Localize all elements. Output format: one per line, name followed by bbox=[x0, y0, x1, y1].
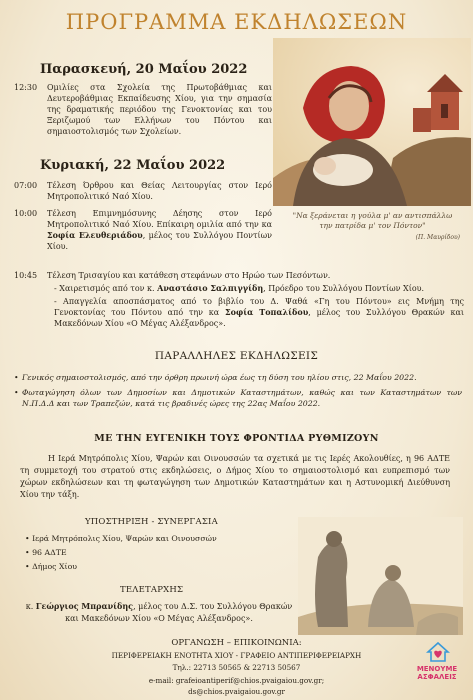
sunday-event-row bbox=[14, 208, 272, 254]
friday-heading: Παρασκευή, 20 Μαΐου 2022 bbox=[40, 62, 248, 77]
sub-item bbox=[14, 296, 464, 332]
quote-text: "Να ξεράνεται η γούλα μ' αν αντισπάλλω την πατρίδα μ' τον Πόντον" bbox=[292, 211, 453, 230]
event-text bbox=[47, 208, 272, 252]
pontus-painting bbox=[273, 38, 471, 206]
sub-item-text bbox=[54, 283, 464, 294]
master-text-part: κ. bbox=[25, 602, 36, 611]
event-text-part: Τέλεση Επιμνημόσυνης Δέησης στον Ιερό Μητροπολιτικό Ναό Χίου. Επίκαιρη ομιλία από την κα bbox=[47, 209, 272, 229]
event-text: Ομιλίες στα Σχολεία της Πρωτοβάθμιας και Δευτεροβάθμιας Εκπαίδευσης Χίου, για την σημασία της δραματικής περιόδου της Γενοκτονίας και του Ξεριζωμού των Ελλήνων του Πόντου και σημαιοστολισμός των Σχολείων. bbox=[47, 83, 272, 136]
event-time: 10:00 bbox=[14, 209, 38, 218]
bullet-icon: • bbox=[14, 388, 19, 397]
master-text bbox=[20, 600, 298, 626]
list-item-text: Γενικός σημαιοστολισμός, από την όρθρη πρωινή ώρα έως τη δύση του ηλίου στις, 22 Μαΐου 2022. bbox=[22, 373, 417, 382]
support-item: • 96 ΑΔΤΕ bbox=[25, 548, 67, 557]
list-item bbox=[14, 387, 464, 411]
painting-caption bbox=[285, 211, 460, 243]
house-heart-icon bbox=[426, 641, 450, 663]
master-heading: ΤΕΛΕΤΑΡΧΗΣ bbox=[120, 585, 184, 595]
list-item-text: Φωταγώγηση όλων των Δημοσίων και Δημοτικών Καταστημάτων, καθώς και των Καταστημάτων των Ν.Π.Δ.Δ και των Τραπεζών, κατά τις βραδινές ώρες της 22ας Μαΐου 2022. bbox=[22, 388, 462, 408]
sunday-event-row bbox=[14, 180, 272, 202]
quote-author: (Π. Μαυρίδου) bbox=[415, 234, 460, 241]
page-title: ΠΡΟΓΡΑΜΜΑ ΕΚΔΗΛΩΣΕΩΝ bbox=[65, 10, 408, 34]
footer-email-2: ds@chios.pvaigaiou.gov.gr bbox=[188, 687, 285, 696]
speaker-name: Σοφία Ελευθεριάδου bbox=[47, 230, 143, 240]
speaker-name: Σοφία Τοπαλίδου bbox=[224, 307, 309, 317]
support-heading: ΥΠΟΣΤΗΡΙΞΗ - ΣΥΝΕΡΓΑΣΙΑ bbox=[85, 517, 218, 527]
sub-item-part: - Χαιρετισμός από τον κ. bbox=[54, 284, 158, 293]
master-name: Γεώργιος Μπρανίδης bbox=[35, 601, 134, 611]
support-item: • Δήμος Χίου bbox=[25, 562, 78, 571]
footer-email: e-mail: grafeioantiperif@chios.pvaigaiou.gov.gr; bbox=[148, 676, 325, 685]
footer-organization: ΠΕΡΙΦΕΡΕΙΑΚΗ ΕΝΟΤΗΤΑ ΧΙΟΥ - ΓΡΑΦΕΙΟ ΑΝΤΙΠΕΡΙΦΕΡΕΙΑΡΧΗ bbox=[111, 651, 362, 660]
stay-safe-logo: ΜΕΝΟΥΜΕ ΑΣΦΑΛΕΙΣ bbox=[416, 665, 458, 681]
list-item bbox=[14, 372, 464, 384]
event-text: Τέλεση Τρισαγίου και κατάθεση στεφάνων στο Ηρώο των Πεσόντων. bbox=[47, 271, 331, 280]
footer-phone: Τηλ.: 22713 50565 & 22713 50567 bbox=[172, 663, 301, 672]
event-text-part: , μέλος του Συλλόγου Ποντίων Χίου. bbox=[47, 231, 272, 251]
speaker-name: Αναστάσιο Σαλπιγγίδη bbox=[157, 283, 264, 293]
sub-item-text bbox=[54, 296, 464, 329]
support-item-text: Δήμος Χίου bbox=[32, 562, 78, 571]
footer-heading: ΟΡΓΑΝΩΣΗ – ΕΠΙΚΟΙΝΩΝΙΑ: bbox=[171, 638, 302, 648]
sunday-event-row bbox=[14, 270, 464, 282]
refugee-photo bbox=[298, 517, 463, 635]
parallel-heading: ΠΑΡΑΛΛΗΛΕΣ ΕΚΔΗΛΩΣΕΙΣ bbox=[154, 350, 319, 362]
bullet-icon: • bbox=[14, 373, 19, 382]
sub-item-part: , Πρόεδρο του Συλλόγου Ποντίων Χίου. bbox=[263, 284, 425, 293]
friday-event-row bbox=[14, 82, 272, 152]
support-item-text: 96 ΑΔΤΕ bbox=[32, 548, 67, 557]
support-item: • Ιερά Μητρόπολις Χίου, Ψαρών και Οινουσσών bbox=[25, 534, 217, 543]
care-heading: ΜΕ ΤΗΝ ΕΥΓΕΝΙΚΗ ΤΟΥΣ ΦΡΟΝΤΙΔΑ ΡΥΘΜΙΖΟΥΝ bbox=[94, 433, 379, 444]
care-text: Η Ιερά Μητρόπολις Χίου, Ψαρών και Οινουσσών τα σχετικά με τις Ιερές Ακολουθίες, η 96 ΑΔΤΕ τη συμμετοχή του στρατού στις εκδηλώσεις, ο Δήμος Χίου το σημαιοστολισμό και ευπρεπισμό των χώρων εκδηλώσεων και τη φωταγώγηση των Δημοτικών Καταστημάτων και η Αστυνομική Διεύθυνση Χίου την τάξη. bbox=[20, 454, 450, 499]
event-time: 12:30 bbox=[14, 83, 38, 92]
event-time: 07:00 bbox=[14, 181, 38, 190]
master-text-part: , μέλος του Δ.Σ. του Συλλόγου Θρακών και Μακεδόνων Χίου «Ο Μέγας Αλέξανδρος». bbox=[65, 602, 293, 623]
sub-item-part: , μέλος του Συλλόγου Θρακών και Μακεδόνων Χίου «Ο Μέγας Αλέξανδρος». bbox=[54, 308, 464, 328]
event-time: 10:45 bbox=[14, 271, 38, 280]
sub-item-part: - Απαγγελία αποσπάσματος από το βιβλίο του Δ. Ψαθά «Γη του Πόντου» εις Μνήμη της Γενοκτονίας του Πόντου από την κα bbox=[54, 297, 464, 317]
event-text: Τέλεση Όρθρου και Θείας Λειτουργίας στον Ιερό Μητροπολιτικό Ναό Χίου. bbox=[47, 181, 272, 201]
sub-item bbox=[14, 283, 464, 295]
sunday-heading: Κυριακή, 22 Μαΐου 2022 bbox=[40, 158, 226, 173]
support-item-text: Ιερά Μητρόπολις Χίου, Ψαρών και Οινουσσών bbox=[32, 534, 217, 543]
